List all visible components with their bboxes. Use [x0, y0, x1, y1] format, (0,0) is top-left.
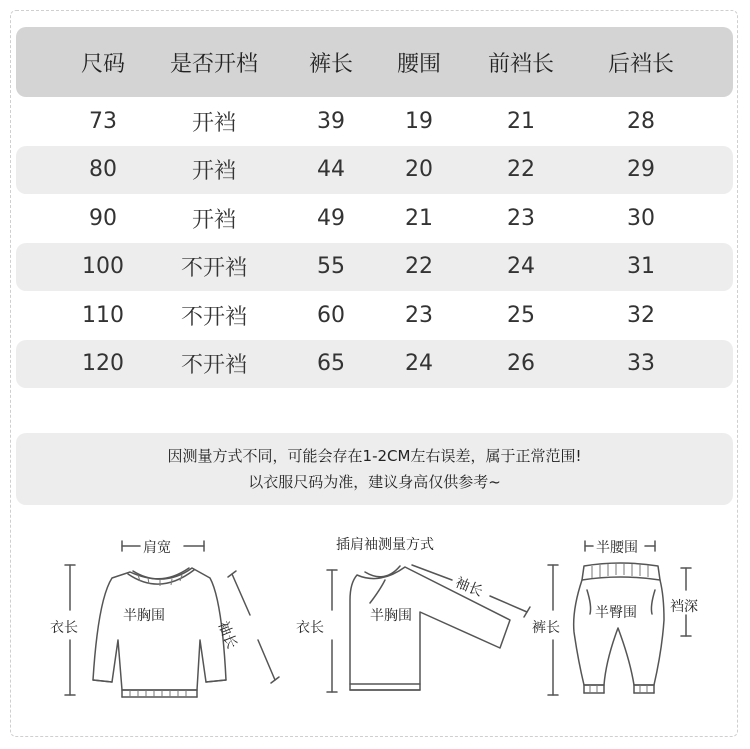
pants-rise-label: 裆深 — [670, 599, 698, 615]
measurement-note — [16, 433, 733, 505]
table-cell: 24 — [405, 351, 433, 377]
table-cell: 26 — [507, 351, 535, 377]
table-cell: 开裆 — [191, 110, 236, 136]
pants-length-label: 裤长 — [532, 620, 560, 636]
table-cell: 80 — [89, 157, 117, 183]
table-row — [16, 97, 733, 146]
table-cell: 不开裆 — [180, 353, 247, 379]
table-cell: 120 — [82, 351, 124, 377]
table-cell: 31 — [627, 254, 655, 280]
table-cell: 49 — [317, 205, 345, 231]
table-cell: 55 — [317, 254, 345, 280]
raglan-length-label: 衣长 — [296, 620, 324, 636]
raglan-sleeve-label: 袖长 — [452, 574, 485, 601]
pants-hip-label: 半臀围 — [595, 605, 637, 621]
header-cell: 腰围 — [396, 51, 441, 77]
table-cell: 32 — [627, 302, 655, 328]
table-cell: 23 — [405, 302, 433, 328]
header-cell: 裤长 — [308, 51, 353, 77]
table-cell: 22 — [405, 254, 433, 280]
table-cell: 65 — [317, 351, 345, 377]
table-cell: 21 — [405, 205, 433, 231]
table-cell: 28 — [627, 108, 655, 134]
table-cell: 44 — [317, 157, 345, 183]
table-cell: 22 — [507, 157, 535, 183]
table-cell: 19 — [405, 108, 433, 134]
table-cell: 29 — [627, 157, 655, 183]
raglan-chest-label: 半胸围 — [370, 608, 412, 624]
table-cell: 开裆 — [191, 207, 236, 233]
table-cell: 39 — [317, 108, 345, 134]
table-row — [16, 340, 733, 389]
note-line-2: 以衣服尺码为准，建议身高仅供参考~ — [248, 473, 501, 491]
header-cell: 后裆长 — [607, 51, 674, 77]
table-header — [16, 27, 733, 97]
table-cell: 30 — [627, 205, 655, 231]
table-cell: 不开裆 — [180, 256, 247, 282]
table-row — [16, 146, 733, 195]
table-cell: 90 — [89, 205, 117, 231]
table-row — [16, 291, 733, 340]
table-cell: 33 — [627, 351, 655, 377]
sweater-sleeve-label: 袖长 — [214, 619, 240, 652]
table-cell: 不开裆 — [180, 304, 247, 330]
table-row — [16, 243, 733, 292]
table-cell: 21 — [507, 108, 535, 134]
table-row — [16, 194, 733, 243]
shoulder-label: 肩宽 — [143, 540, 171, 556]
table-cell: 60 — [317, 302, 345, 328]
raglan-title: 插肩袖测量方式 — [336, 537, 434, 553]
sweater-length-label: 衣长 — [50, 620, 78, 636]
sweater-chest-label: 半胸围 — [123, 608, 165, 624]
table-cell: 25 — [507, 302, 535, 328]
table-cell: 100 — [82, 254, 124, 280]
table-cell: 24 — [507, 254, 535, 280]
table-cell: 73 — [89, 108, 117, 134]
table-cell: 23 — [507, 205, 535, 231]
header-cell: 前裆长 — [487, 51, 554, 77]
size-table — [16, 27, 733, 388]
pants-waist-label: 半腰围 — [596, 540, 638, 556]
header-cell: 尺码 — [80, 51, 125, 77]
table-cell: 开裆 — [191, 159, 236, 185]
header-cell: 是否开档 — [169, 51, 258, 77]
table-cell: 20 — [405, 157, 433, 183]
table-cell: 110 — [82, 302, 124, 328]
note-line-1: 因测量方式不同，可能会存在1-2CM左右误差，属于正常范围! — [167, 447, 582, 465]
